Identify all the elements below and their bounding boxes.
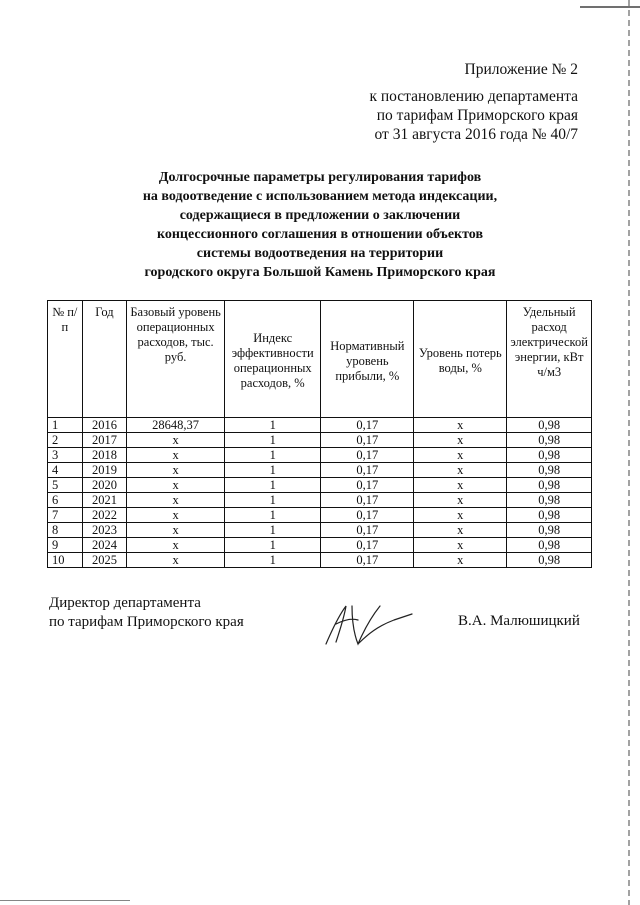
cell-base-costs: х [127, 523, 225, 538]
appendix-block [318, 60, 578, 144]
cell-profit-level: 0,17 [321, 478, 414, 493]
cell-efficiency-index: 1 [224, 433, 320, 448]
cell-number: 9 [48, 538, 83, 553]
header-profit-level: Нормативный уровень прибыли, % [321, 301, 414, 418]
cell-year: 2024 [82, 538, 127, 553]
cell-water-losses: х [414, 493, 507, 508]
cell-profit-level: 0,17 [321, 463, 414, 478]
cell-efficiency-index: 1 [224, 523, 320, 538]
document-title [60, 168, 580, 282]
cell-year: 2016 [82, 418, 127, 433]
title-line: системы водоотведения на территории [196, 246, 444, 261]
position-line: по тарифам Приморского края [49, 614, 244, 630]
handwritten-signature [318, 600, 418, 650]
cell-number: 8 [48, 523, 83, 538]
cell-efficiency-index: 1 [224, 493, 320, 508]
title-line: содержащиеся в предложении о заключении [179, 208, 461, 223]
cell-efficiency-index: 1 [224, 508, 320, 523]
appendix-line: от 31 августа 2016 года № 40/7 [374, 126, 578, 143]
table-row [48, 523, 592, 538]
cell-base-costs: х [127, 538, 225, 553]
cell-number: 2 [48, 433, 83, 448]
cell-energy-consumption: 0,98 [507, 538, 592, 553]
cell-profit-level: 0,17 [321, 418, 414, 433]
header-energy-consumption: Удельный расход электрической энергии, кВт ч/м3 [507, 301, 592, 418]
table-row [48, 418, 592, 433]
cell-base-costs: х [127, 478, 225, 493]
cell-base-costs: х [127, 508, 225, 523]
cell-water-losses: х [414, 508, 507, 523]
cell-efficiency-index: 1 [224, 538, 320, 553]
cell-number: 7 [48, 508, 83, 523]
cell-number: 1 [48, 418, 83, 433]
scan-edge-bottom [0, 900, 130, 901]
header-number: № п/п [48, 301, 83, 418]
position-line: Директор департамента [49, 595, 201, 611]
cell-water-losses: х [414, 553, 507, 568]
cell-water-losses: х [414, 538, 507, 553]
cell-number: 3 [48, 448, 83, 463]
cell-energy-consumption: 0,98 [507, 448, 592, 463]
cell-energy-consumption: 0,98 [507, 523, 592, 538]
cell-number: 10 [48, 553, 83, 568]
table-row [48, 538, 592, 553]
cell-year: 2021 [82, 493, 127, 508]
table-row [48, 553, 592, 568]
cell-efficiency-index: 1 [224, 418, 320, 433]
header-efficiency-index: Индекс эффективности операционных расходов, % [224, 301, 320, 418]
cell-number: 6 [48, 493, 83, 508]
table-row [48, 508, 592, 523]
parameters-table [47, 300, 592, 568]
cell-energy-consumption: 0,98 [507, 493, 592, 508]
cell-year: 2019 [82, 463, 127, 478]
table-row [48, 493, 592, 508]
signatory-name: В.А. Малюшицкий [458, 613, 580, 629]
cell-water-losses: х [414, 433, 507, 448]
scan-edge-right [628, 0, 630, 905]
cell-year: 2020 [82, 478, 127, 493]
scan-edge-top [580, 6, 640, 8]
table-row [48, 448, 592, 463]
cell-number: 4 [48, 463, 83, 478]
cell-energy-consumption: 0,98 [507, 553, 592, 568]
cell-energy-consumption: 0,98 [507, 508, 592, 523]
cell-year: 2025 [82, 553, 127, 568]
table-row [48, 433, 592, 448]
title-line: Долгосрочные параметры регулирования тарифов [158, 170, 482, 185]
title-line: концессионного соглашения в отношении объектов [156, 227, 484, 242]
cell-profit-level: 0,17 [321, 433, 414, 448]
cell-year: 2018 [82, 448, 127, 463]
cell-base-costs: х [127, 493, 225, 508]
cell-profit-level: 0,17 [321, 538, 414, 553]
appendix-number: Приложение № 2 [464, 61, 578, 78]
cell-base-costs: х [127, 553, 225, 568]
cell-energy-consumption: 0,98 [507, 478, 592, 493]
cell-energy-consumption: 0,98 [507, 418, 592, 433]
cell-year: 2023 [82, 523, 127, 538]
table-header-row [48, 301, 592, 418]
cell-water-losses: х [414, 418, 507, 433]
cell-base-costs: х [127, 448, 225, 463]
title-line: на водоотведение с использованием метода индексации, [142, 189, 498, 204]
cell-year: 2017 [82, 433, 127, 448]
appendix-line: к постановлению департамента [369, 88, 578, 105]
cell-base-costs: 28648,37 [127, 418, 225, 433]
cell-efficiency-index: 1 [224, 463, 320, 478]
header-base-costs: Базовый уровень операционных расходов, тыс. руб. [127, 301, 225, 418]
signatory-position [49, 594, 244, 632]
cell-water-losses: х [414, 523, 507, 538]
appendix-line: по тарифам Приморского края [376, 107, 578, 124]
table-row [48, 478, 592, 493]
cell-energy-consumption: 0,98 [507, 463, 592, 478]
cell-profit-level: 0,17 [321, 448, 414, 463]
title-line: городского округа Большой Камень Приморского края [144, 265, 496, 280]
header-year: Год [82, 301, 127, 418]
cell-efficiency-index: 1 [224, 553, 320, 568]
cell-base-costs: х [127, 433, 225, 448]
cell-base-costs: х [127, 463, 225, 478]
cell-number: 5 [48, 478, 83, 493]
table-row [48, 463, 592, 478]
table-body [48, 418, 592, 568]
cell-energy-consumption: 0,98 [507, 433, 592, 448]
cell-profit-level: 0,17 [321, 523, 414, 538]
cell-efficiency-index: 1 [224, 478, 320, 493]
header-water-losses: Уровень потерь воды, % [414, 301, 507, 418]
cell-water-losses: х [414, 463, 507, 478]
cell-profit-level: 0,17 [321, 493, 414, 508]
cell-profit-level: 0,17 [321, 508, 414, 523]
cell-efficiency-index: 1 [224, 448, 320, 463]
cell-water-losses: х [414, 478, 507, 493]
cell-profit-level: 0,17 [321, 553, 414, 568]
cell-year: 2022 [82, 508, 127, 523]
cell-water-losses: х [414, 448, 507, 463]
